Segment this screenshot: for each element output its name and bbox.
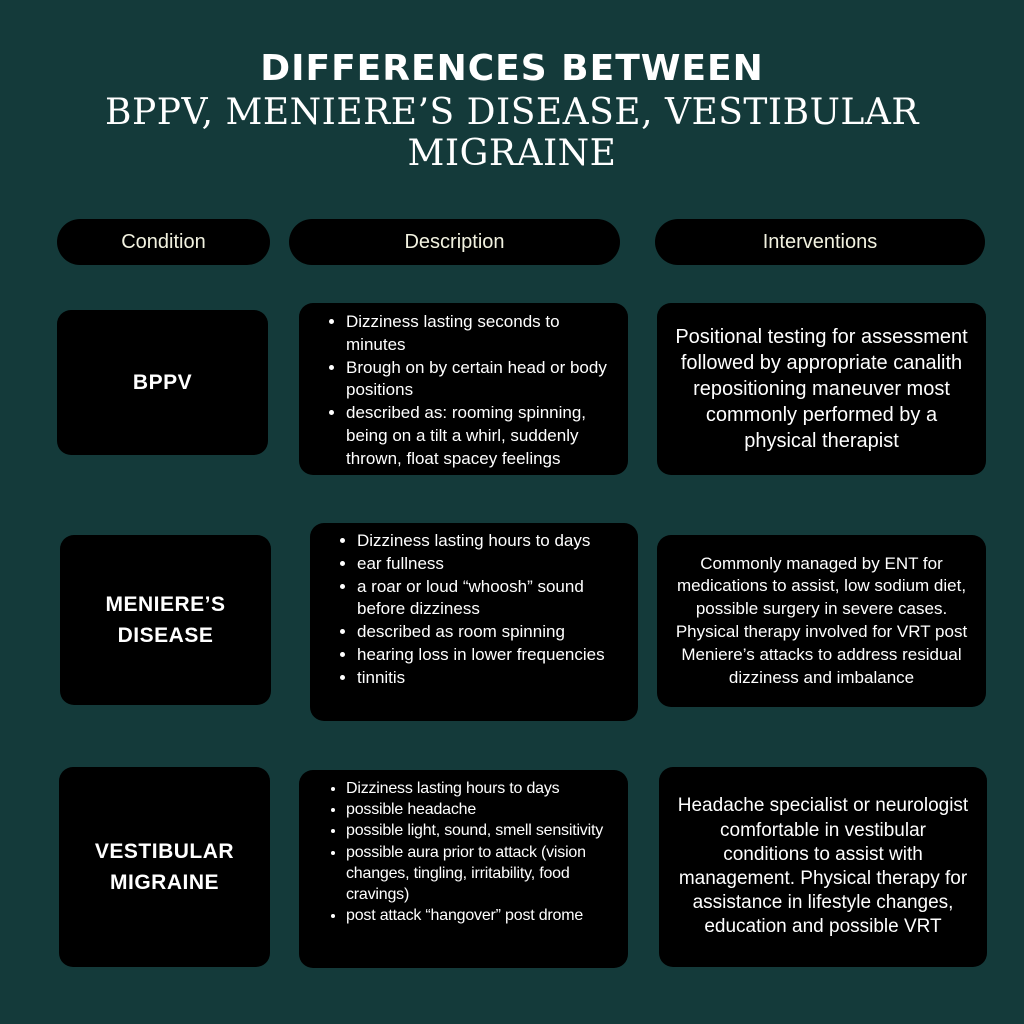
- column-header-description: Description: [289, 219, 620, 265]
- description-list: [319, 778, 618, 926]
- page-subtitle: BPPV, MENIERE’S DISEASE, VESTIBULAR MIGRAINE: [105, 92, 919, 174]
- list-item: • described as: rooming spinning, being on a tilt a whirl, suddenly thrown, float spacey feelings: [346, 402, 618, 470]
- description-cell-vestibular-migraine: [299, 770, 628, 968]
- intervention-text: Positional testing for assessment followed by appropriate canalith repositioning maneuver most commonly performed by a physical therapist: [675, 326, 968, 452]
- list-item: • post attack “hangover” post drome: [346, 905, 618, 926]
- condition-label: MENIERE’S DISEASE: [105, 593, 226, 647]
- condition-label: VESTIBULAR MIGRAINE: [94, 840, 235, 894]
- list-item: • tinnitis: [357, 667, 628, 690]
- list-item: • Brough on by certain head or body positions: [346, 357, 618, 403]
- description-cell-bppv: [299, 303, 628, 475]
- list-item: • a roar or loud “whoosh” sound before dizziness: [357, 576, 628, 622]
- column-header-condition: Condition: [57, 219, 270, 265]
- condition-cell-menieres: [60, 535, 271, 705]
- intervention-cell-bppv: [657, 303, 986, 475]
- list-item: • Dizziness lasting hours to days: [346, 778, 618, 799]
- condition-label: BPPV: [132, 371, 193, 394]
- list-item: • Dizziness lasting seconds to minutes: [346, 311, 618, 357]
- list-item: • Dizziness lasting hours to days: [357, 530, 628, 553]
- list-item: • described as room spinning: [357, 621, 628, 644]
- column-header-interventions: Interventions: [655, 219, 985, 265]
- intervention-cell-vestibular-migraine: [659, 767, 987, 967]
- condition-cell-bppv: [57, 310, 268, 455]
- description-list: [319, 311, 618, 471]
- list-item: • possible light, sound, smell sensitivity: [346, 820, 618, 841]
- page-title: DIFFERENCES BETWEEN: [260, 48, 764, 89]
- description-list: [330, 530, 628, 690]
- description-cell-menieres: [310, 523, 638, 721]
- condition-cell-vestibular-migraine: [59, 767, 270, 967]
- list-item: • ear fullness: [357, 553, 628, 576]
- intervention-text: Commonly managed by ENT for medications to assist, low sodium diet, possible surgery in severe cases. Physical therapy involved for VRT post Meniere’s attacks to address residual dizziness and imbalance: [675, 553, 968, 687]
- list-item: • hearing loss in lower frequencies: [357, 644, 628, 667]
- intervention-text: Headache specialist or neurologist comfortable in vestibular conditions to assist with management. Physical therapy for assistance in lifestyle changes, education and possible VRT: [677, 795, 969, 938]
- intervention-cell-menieres: [657, 535, 986, 707]
- list-item: • possible headache: [346, 799, 618, 820]
- list-item: • possible aura prior to attack (vision changes, tingling, irritability, food cravings): [346, 842, 618, 906]
